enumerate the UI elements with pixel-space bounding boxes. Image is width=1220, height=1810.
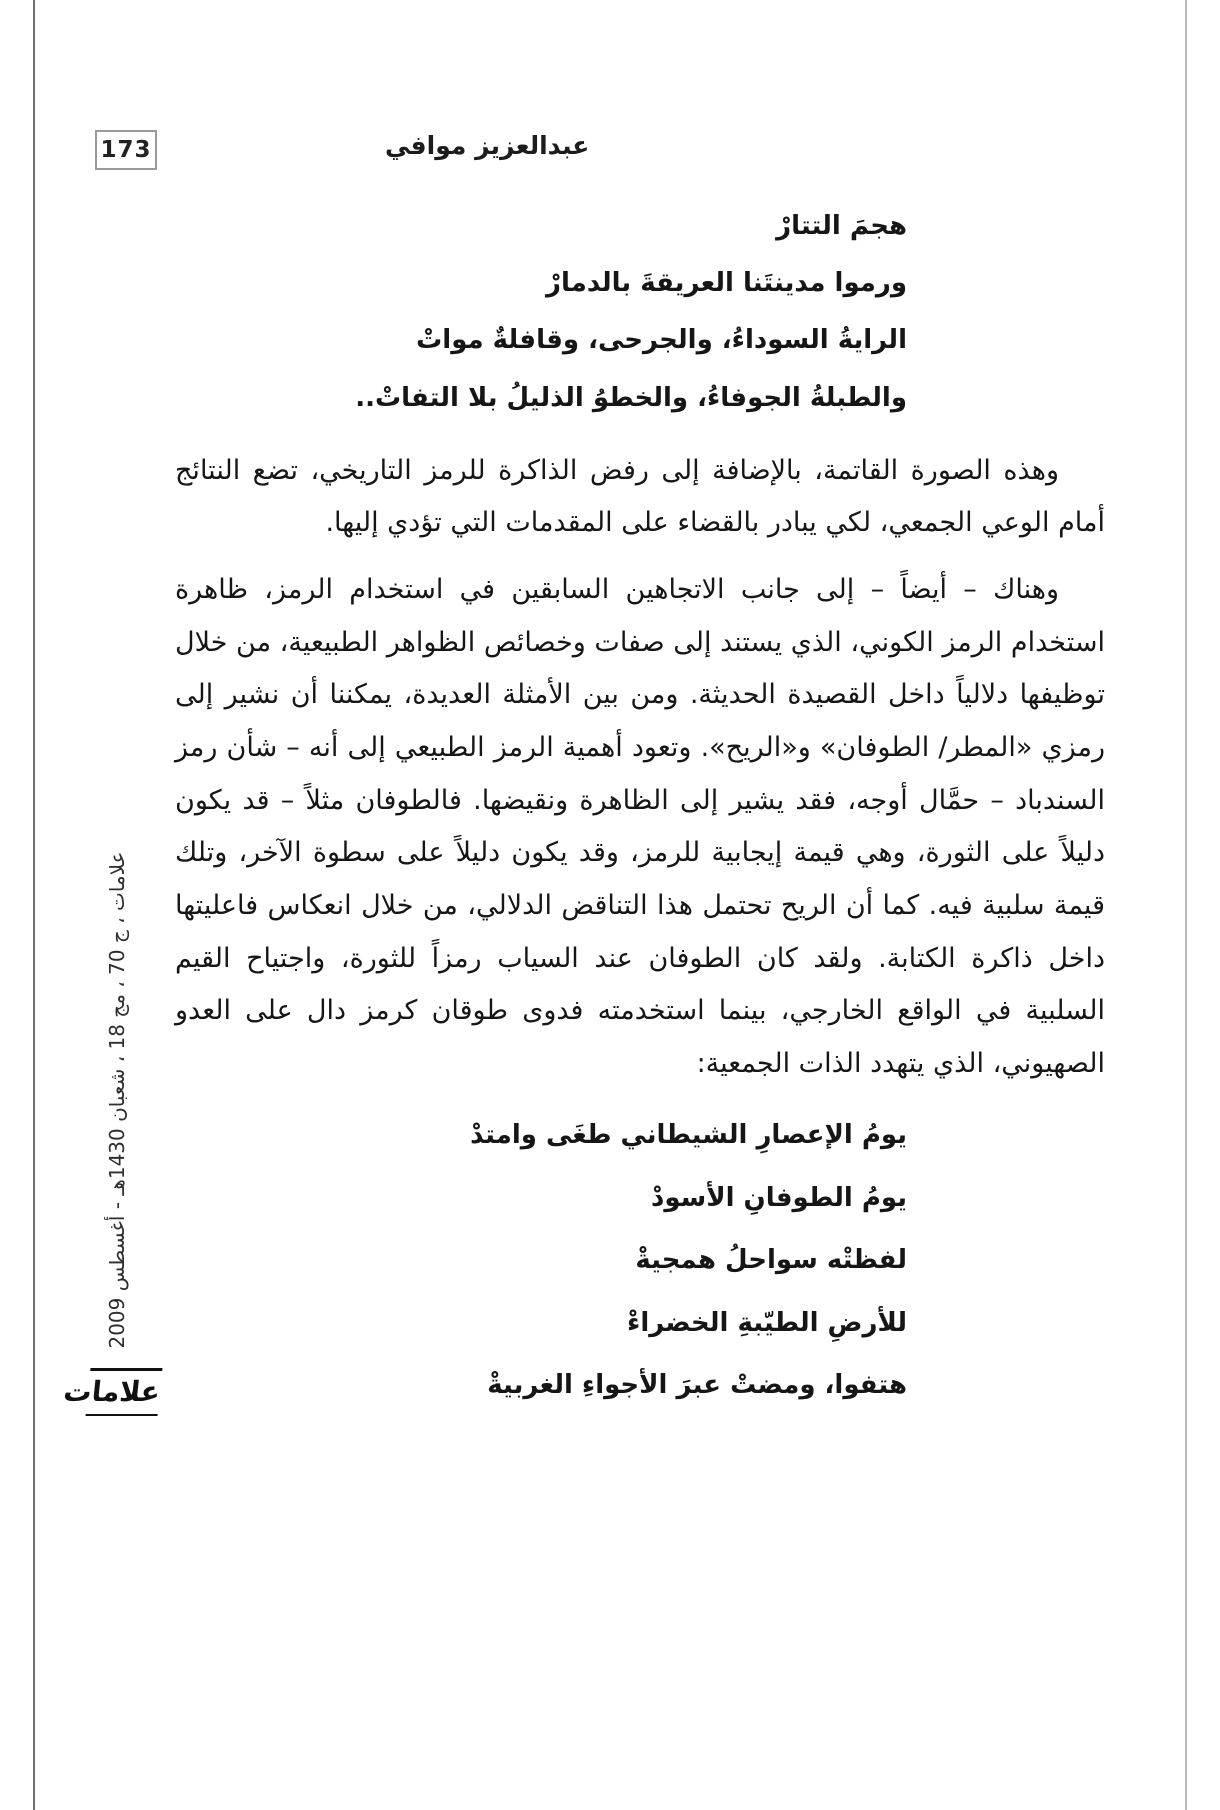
poem-line: للأرضِ الطيّبةِ الخضراءْ <box>627 1307 907 1338</box>
author-name: عبدالعزيز موافي <box>385 131 590 160</box>
left-rule-line <box>33 0 35 1810</box>
poem-block-1 <box>175 198 1105 427</box>
poem-line: ورموا مدينتَنا العريقةَ بالدمارْ <box>546 268 907 299</box>
right-rule-line <box>1185 0 1187 1810</box>
page-number: 173 <box>95 130 157 170</box>
main-text-column <box>175 198 1105 1434</box>
poem-line: لفظتْه سواحلُ همجيةْ <box>635 1245 907 1276</box>
poem-line: هتفوا، ومضتْ عبرَ الأجواءِ الغربيةْ <box>487 1370 907 1400</box>
poem-block-2 <box>175 1104 1105 1416</box>
poem-line: هجمَ التتارْ <box>776 211 907 241</box>
journal-spine-text: علامات ، ج 70 ، مج 18 ، شعبان 1430هـ - أغسطس 2009 <box>105 851 129 1349</box>
poem-line: والطبلةُ الجوفاءُ، والخطوُ الذليلُ بلا التفاتْ.. <box>355 382 907 413</box>
paragraph: وهذه الصورة القاتمة، بالإضافة إلى رفض الذاكرة للرمز التاريخي، تضع النتائج أمام الوعي الجمعي، لكي يبادر بالقضاء على المقدمات التي تؤدي إليها. <box>175 454 1105 539</box>
paragraph: وهناك – أيضاً – إلى جانب الاتجاهين السابقين في استخدام الرمز، ظاهرة استخدام الرمز الكوني، الذي يستند إلى صفات وخصائص الظواهر الطبيعية، من خلال توظيفها دلالياً داخل القصيدة الحديثة. ومن بين الأمثلة العديدة، يمكننا أن نشير إلى رمزي «المطر/ الطوفان» و«الريح». وتعود أهمية الرمز الطبيعي إلى أنه – شأن رمز السندباد – حمَّال أوجه، فقد يشير إلى الظاهرة ونقيضها. فالطوفان مثلاً – قد يكون دليلاً على الثورة، وهي قيمة إيجابية للرمز، وقد يكون دليلاً على سطوة الآخر، وتلك قيمة سلبية فيه. كما أن الريح تحتمل هذا التناقض الدلالي، من خلال انعكاس فاعليتها داخل ذاكرة الكتابة. ولقد كان الطوفان عند السياب رمزاً للثورة، واجتياح القيم السلبية في الواقع الخارجي، بينما استخدمته فدوى طوقان كرمز دال على العدو الصهيوني، الذي يتهدد الذات الجمعية: <box>175 574 1105 1079</box>
journal-logo: علامات <box>85 1368 162 1416</box>
poem-line: يومُ الإعصارِ الشيطاني طغَى وامتدْ <box>470 1120 907 1151</box>
poem-line: الرايةُ السوداءُ، والجرحى، وقافلةٌ مواتْ <box>416 325 907 356</box>
poem-line: يومُ الطوفانِ الأسودْ <box>651 1182 907 1213</box>
